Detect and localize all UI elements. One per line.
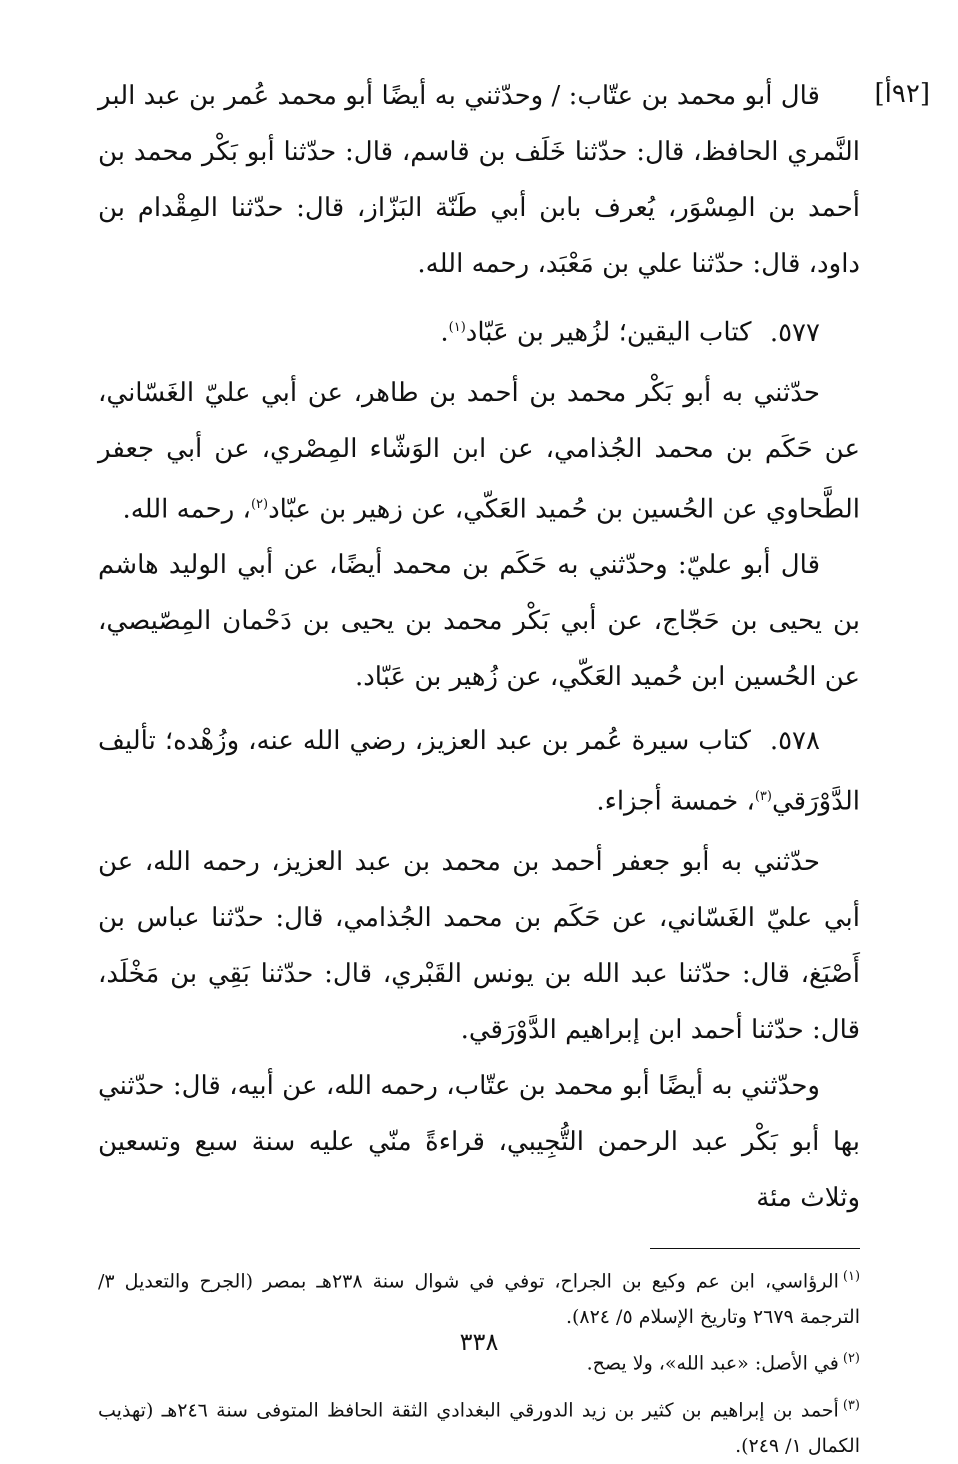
entry-number: ٥٧٧. bbox=[769, 317, 820, 348]
footnote-1 bbox=[98, 1259, 860, 1335]
entry-title: كتاب اليقين؛ لزُهير بن عَبّاد bbox=[465, 317, 752, 348]
entry-number: ٥٧٨. bbox=[769, 726, 820, 757]
paragraph-chain-2-text: حدّثني به أبو بَكْر محمد بن أحمد بن طاهر، عن أبي عليّ الغَسّاني، عن حَكَم بن محمد الجُذامي، عن ابن الوَشّاء المِصْري، عن أبي جعفر الطَّحاوي عن الحُسين بن حُميد العَكّي، عن زهير بن عبّاد bbox=[98, 377, 860, 525]
entry-end: . bbox=[440, 317, 449, 348]
main-text bbox=[98, 68, 860, 1226]
footnote-3 bbox=[98, 1388, 860, 1464]
footnote-ref-1: (١) bbox=[448, 320, 466, 335]
footnote-marker: (٢) bbox=[842, 1351, 860, 1367]
footnotes bbox=[98, 1259, 860, 1464]
paragraph-chain-4: حدّثني به أبو جعفر أحمد بن محمد بن عبد العزيز، رحمه الله، عن أبي عليّ الغَسّاني، عن حَكَم بن محمد الجُذامي، قال: حدّثنا عباس بن أَصْبَغ، قال: حدّثنا عبد الله بن يونس القَبْري، قال: حدّثنا بَقِي بن مَخْلَد، قال: حدّثنا أحمد ابن إبراهيم الدَّوْرَقي. bbox=[98, 846, 860, 1045]
entry-577 bbox=[98, 300, 860, 361]
footnote-text: الرؤاسي، ابن عم وكيع بن الجراح، توفي في شوال سنة ٢٣٨هـ بمصر (الجرح والتعديل ٣/ الترجمة ٢٦٧٩ وتاريخ الإسلام ٥/ ٨٢٤). bbox=[98, 1270, 860, 1329]
footnote-text: أحمد بن إبراهيم بن كثير بن زيد الدورقي البغدادي الثقة الحافظ المتوفى سنة ٢٤٦هـ (تهذيب الكمال ١/ ٢٤٩). bbox=[98, 1398, 860, 1457]
footnote-marker: (٣) bbox=[842, 1397, 860, 1413]
paragraph-chain-2 bbox=[98, 365, 860, 538]
paragraph-chain-2-end: ، رحمه الله. bbox=[122, 494, 251, 525]
paragraph-chain-5: وحدّثني به أيضًا أبو محمد بن عتّاب، رحمه الله، عن أبيه، قال: حدّثني بها أبو بَكْر عبد الرحمن التُّجِيبي، قراءةً منّي عليه سنة سبع وتسعين وثلاث مئة bbox=[98, 1070, 860, 1213]
manuscript-leaf-marker: [٩٢أ] bbox=[874, 79, 930, 109]
paragraph-chain-1: قال أبو محمد بن عتّاب: / وحدّثني به أيضًا أبو محمد عُمر بن عبد البر النَّمري الحافظ، قال: حدّثنا خَلَف بن قاسم، قال: حدّثنا أبو بَكْر محمد بن أحمد بن المِسْوَر، يُعرف بابن أبي طَنّة البَزّاز، قال: حدّثنا المِقْدام بن داود، قال: حدّثنا علي بن مَعْبَد، رحمه الله. bbox=[98, 81, 860, 279]
footnote-text: في الأصل: «عبد الله»، ولا يصح. bbox=[586, 1352, 839, 1375]
entry-end: ، خمسة أجزاء. bbox=[596, 786, 755, 817]
entry-title: كتاب سيرة عُمر بن عبد العزيز، رضي الله عنه، وزُهْده؛ تأليف الدَّوْرَقي bbox=[98, 726, 860, 817]
entry-578 bbox=[98, 713, 860, 830]
footnote-marker: (١) bbox=[842, 1268, 861, 1284]
page-number: ٣٣٨ bbox=[459, 1328, 499, 1356]
footnote-separator bbox=[650, 1248, 860, 1249]
footnote-ref-2: (٢) bbox=[250, 496, 269, 512]
paragraph-chain-3: قال أبو عليّ: وحدّثني به حَكَم بن محمد أيضًا، عن أبي الوليد هاشم بن يحيى بن حَجّاج، عن أبي بَكْر محمد بن يحيى بن دَحْمان المِصّيصي، عن الحُسين ابن حُميد العَكّي، عن زُهير بن عَبّاد. bbox=[98, 550, 860, 693]
footnote-ref-3: (٣) bbox=[754, 789, 772, 805]
